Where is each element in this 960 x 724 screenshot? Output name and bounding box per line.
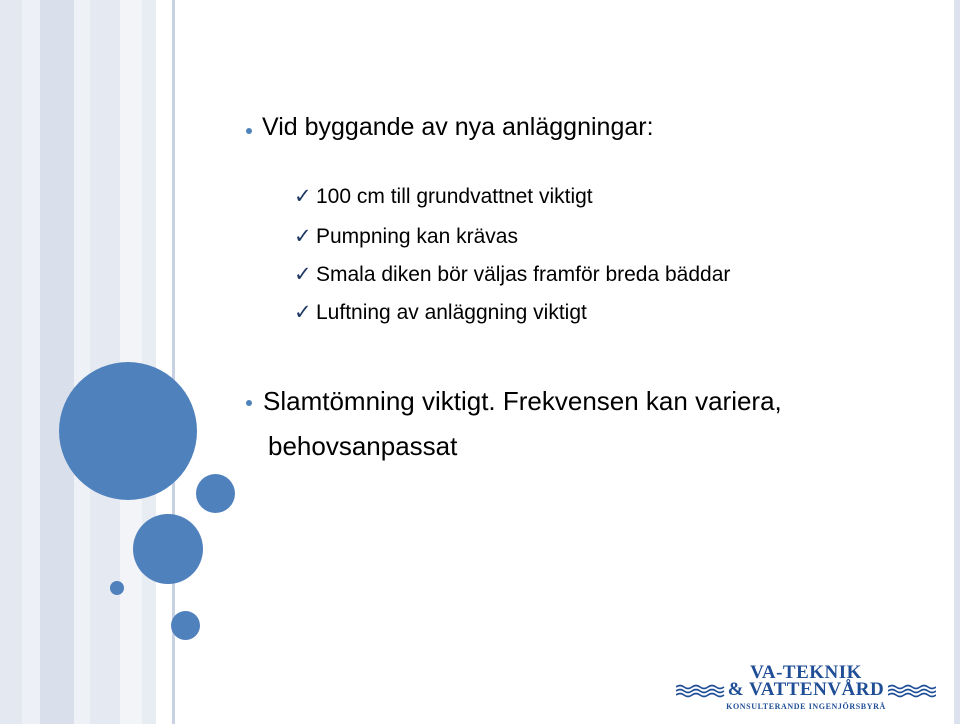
decor-circle-medium [133,514,203,584]
decorative-stripes [0,0,180,724]
checkmark-icon: ✓ [294,185,312,208]
decor-circle-tiny [110,581,124,595]
company-logo [676,662,936,720]
bullet-text-line1: Slamtömning viktigt. Frekvensen kan variera, [263,386,782,416]
checkmark-icon: ✓ [294,263,312,286]
bullet-dot [246,128,252,134]
checkmark-icon: ✓ [294,301,312,324]
check-item-text: Smala diken bör väljas framför breda bäddar [316,263,731,286]
waves-right-icon [888,684,936,698]
bullet-heading: Vid byggande av nya anläggningar: [262,113,654,141]
checkmark-icon: ✓ [294,225,312,248]
check-item [294,224,518,249]
check-item-text: Luftning av anläggning viktigt [316,301,587,324]
decor-circle-small-right [196,474,235,513]
logo-line3: KONSULTERANDE INGENJÖRSBYRÅ [726,702,886,711]
right-edge-bar [954,0,960,724]
decor-circle-large [59,362,197,500]
check-item-text: 100 cm till grundvattnet viktigt [316,185,593,208]
logo-line2: & VATTENVÅRD [727,679,885,700]
check-item-text: Pumpning kan krävas [316,225,518,248]
logo-line1: VA-TEKNIK [750,662,862,683]
check-item [294,262,730,287]
check-item [294,184,593,209]
bullet-dot [246,400,252,406]
decor-circle-small-bottom [171,611,200,640]
check-item [294,300,587,325]
bullet-text-line2: behovsanpassat [268,431,458,461]
